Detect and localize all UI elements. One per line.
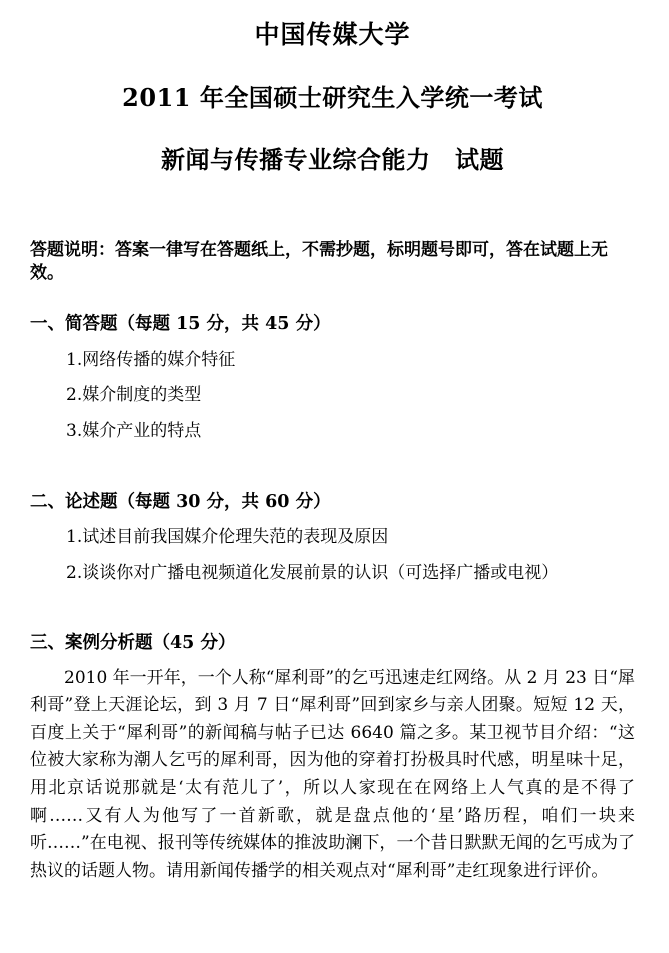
list-item: 1.网络传播的媒介特征 xyxy=(66,349,236,370)
question-list xyxy=(30,525,635,585)
section-heading: 二、论述题（每题 30 分，共 60 分） xyxy=(30,491,331,512)
list-item: 3.媒介产业的特点 xyxy=(66,420,202,441)
exam-title: 2011 年全国硕士研究生入学统一考试 xyxy=(122,83,543,112)
section-essay xyxy=(30,490,635,586)
case-body-text: 2010 年一开年，一个人称“犀利哥”的乞丐迅速走红网络。从 2 月 23 日“犀利哥”登上天涯论坛，到 3 月 7 日“犀利哥”回到家乡与亲人团聚。短短 12 天，百度上关于“犀利哥”的新闻稿与帖子已达 6640 篇之多。某卫视节目介绍：“这位被大家称为潮人乞丐的犀利哥，因为他的穿着打扮极具时代感，明星味十足，用北京话说那就是‘太有范儿了’，所以人家现在在网络上人气真的是不得了啊……又有人为他写了一首新歌，就是盘点他的‘星’路历程，咱们一块来听……”在电视、报刊等传统媒体的推波助澜下，一个昔日默默无闻的乞丐成为了热议的话题人物。请用新闻传播学的相关观点对“犀利哥”走红现象进行评价。 xyxy=(30,667,635,881)
question-list xyxy=(30,348,635,444)
section-heading: 三、案例分析题（45 分） xyxy=(30,633,236,654)
section-short-answer xyxy=(30,312,635,443)
section-case-analysis xyxy=(30,631,635,885)
university-name: 中国传媒大学 xyxy=(254,20,411,49)
list-item: 1.试述目前我国媒介伦理失范的表现及原因 xyxy=(66,527,389,548)
title-block xyxy=(30,20,635,175)
answer-notice: 答题说明：答案一律写在答题纸上，不需抄题，标明题号即可，答在试题上无效。 xyxy=(30,239,608,284)
section-heading: 一、简答题（每题 15 分，共 45 分） xyxy=(30,314,331,335)
list-item: 2.媒介制度的类型 xyxy=(66,385,202,406)
list-item: 2.谈谈你对广播电视频道化发展前景的认识（可选择广播或电视） xyxy=(66,562,559,583)
subject-title: 新闻与传播专业综合能力 试题 xyxy=(161,144,504,174)
